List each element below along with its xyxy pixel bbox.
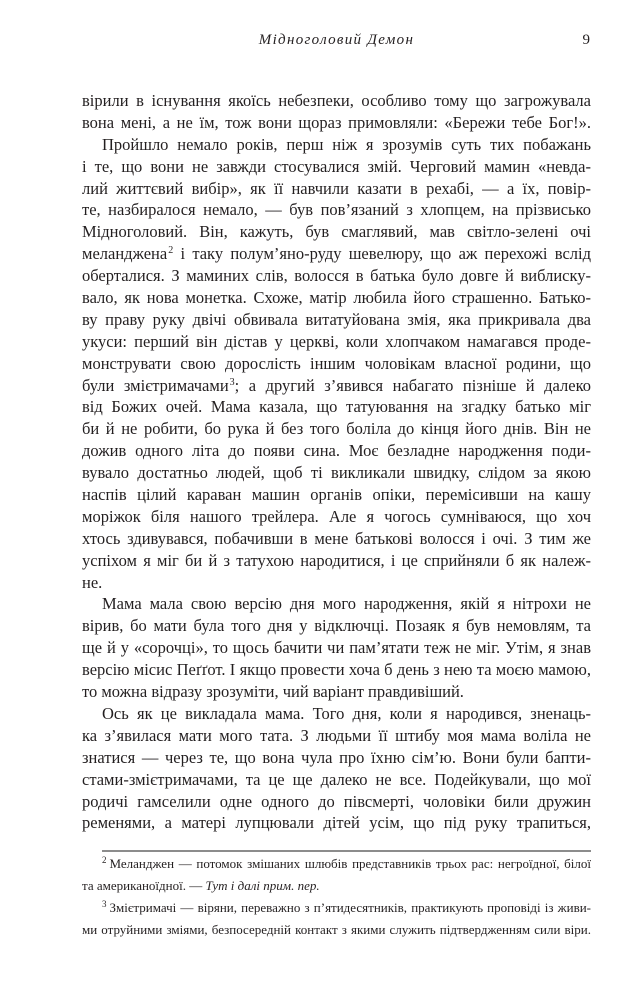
text-line: знатися — через те, що вона чула про їхню сім’ю. Вони були бапти- xyxy=(82,747,591,767)
text-line: ременями, а матері лупцювали дітей усім, що під руку трапиться, xyxy=(82,813,591,833)
text-line: вона мені, а не їм, тож вони щораз примовляли: «Бережи тебе Бог!». xyxy=(82,112,591,132)
footnote-ref-2: 2 xyxy=(168,245,174,257)
text-segment: були змієтримачами xyxy=(82,375,229,395)
page-number: 9 xyxy=(582,32,590,48)
text-line: успіхом я міг би й з татухою народитися, і це сприйняли б як належ- xyxy=(82,550,591,570)
paragraph xyxy=(82,703,591,834)
text-line: то можна відразу зрозуміти, чий варіант правдивіший. xyxy=(82,682,464,702)
text-line: ще й у «сорочці», то щось бачити чи пам’ятати теж не міг. Утім, я знав xyxy=(82,638,591,658)
text-line: версію місис Пеґґот. І якщо провести хоча б день з нею та моєю мамою, xyxy=(82,660,591,680)
text-line xyxy=(82,375,591,397)
text-line: ка з’явилася мати мого тата. З людьми її штибу моя мама воліла не xyxy=(82,725,591,745)
paragraph xyxy=(82,90,591,134)
footnote-line: ми отруйними зміями, безпосередній контакт з якими служить підтвердженням сили віри. xyxy=(82,922,591,937)
text-line: би й не робити, бо рука й без того боліла до кінця його днів. Він не xyxy=(82,419,591,439)
text-line: стами-змієтримачами, та це ще далеко не все. Подейкували, що мої xyxy=(82,769,591,789)
running-title: Мідноголовий Демон xyxy=(258,32,415,48)
text-segment: ; а другий з’явився набагато пізніше й далеко xyxy=(234,375,591,395)
text-line: Пройшло немало років, перш ніж я зрозумів суть тих побажань xyxy=(102,134,591,154)
text-line: хтось здивувався, побачивши в мене батькові волосся і очі. З тим же xyxy=(82,528,591,548)
text-line: наспів цілий караван машин органів опіки, перемісивши на кашу xyxy=(82,485,591,505)
footnote-divider xyxy=(102,850,591,852)
text-line: Мама мала свою версію дня мого народження, якій я нітрохи не xyxy=(102,594,591,614)
text-line: вувало достатньо людей, щоб ті викликали швидку, слідом за якою xyxy=(82,463,591,483)
text-line: вірив, бо мати була того дня у відключці. Позаяк я був немовлям, та xyxy=(82,616,591,636)
text-line: Мідноголовий. Він, кажуть, був смаглявий, мав світло-зелені очі xyxy=(82,222,591,242)
text-line: монструвати свою дорослість іншим чоловікам власної родини, що xyxy=(82,353,591,373)
text-line: вірили в існування якоїсь небезпеки, особливо тому що загрожувала xyxy=(82,91,591,110)
text-line: Ось як це викладала мама. Того дня, коли я народився, зненаць- xyxy=(102,703,591,723)
footnote-text: Меланджен — потомок змішаних шлюбів представників трьох рас: негроїдної, білої xyxy=(109,856,591,871)
footnote-line xyxy=(82,897,591,919)
text-line: дожив одного літа до появи сина. Моє безладне народження поди- xyxy=(82,441,591,461)
footnote-line xyxy=(82,875,591,897)
footnote-line xyxy=(82,853,591,875)
footnote-3 xyxy=(82,897,591,941)
text-line: укуси: перший він дістав у церкві, коли хлопчаком намагався проде- xyxy=(82,331,591,351)
text-line: оберталися. З маминих слів, волосся в батька було довге й виблиску- xyxy=(82,266,591,286)
text-segment: і таку полум’яно-руду шевелюру, що аж перехожі вслід xyxy=(173,244,591,264)
body-text xyxy=(82,90,591,834)
translator-note: Тут і далі прим. пер. xyxy=(205,878,320,893)
paragraph xyxy=(82,593,591,702)
footnote-2 xyxy=(82,853,591,897)
text-line: моріжок біля нашого трейлера. Але я чогось сумніваюся, що хоч xyxy=(82,506,591,526)
paragraph xyxy=(82,134,591,594)
footnote-text: та американоїдної. — xyxy=(82,878,206,893)
running-header xyxy=(82,30,591,50)
text-line: і те, що вони не завжди стосувалися змій. Черговий мамин «невда- xyxy=(82,156,591,176)
text-line xyxy=(82,243,591,265)
text-line: те, назбиралося немало, — був пов’язаний з хлопцем, на прізвисько xyxy=(82,200,591,220)
text-line: від Божих очей. Мама казала, що татуювання на згадку батько міг xyxy=(82,397,591,417)
text-segment: меланджена xyxy=(82,244,168,264)
footnote-ref-3: 3 xyxy=(229,376,235,388)
text-line: вало, як нова монетка. Схоже, матір любила його страшенно. Батько- xyxy=(82,288,591,308)
footnote-marker: 2 xyxy=(102,855,107,865)
footnote-text: Змієтримачі — віряни, переважно з п’ятидесятників, практикують проповіді із живи- xyxy=(109,900,591,915)
text-line: ву праву руку двічі обвивала витатуйована змія, яка прикривала два xyxy=(82,309,591,329)
text-line: не. xyxy=(82,572,103,592)
text-line: лий життєвий вибір», як її навчили казати в рехабі, — а їх, повір- xyxy=(82,178,591,198)
footnote-marker: 3 xyxy=(102,899,107,909)
text-line: родичі гамселили одне одного до півсмерті, чоловіки били дружин xyxy=(82,791,591,811)
footnotes xyxy=(82,853,591,941)
